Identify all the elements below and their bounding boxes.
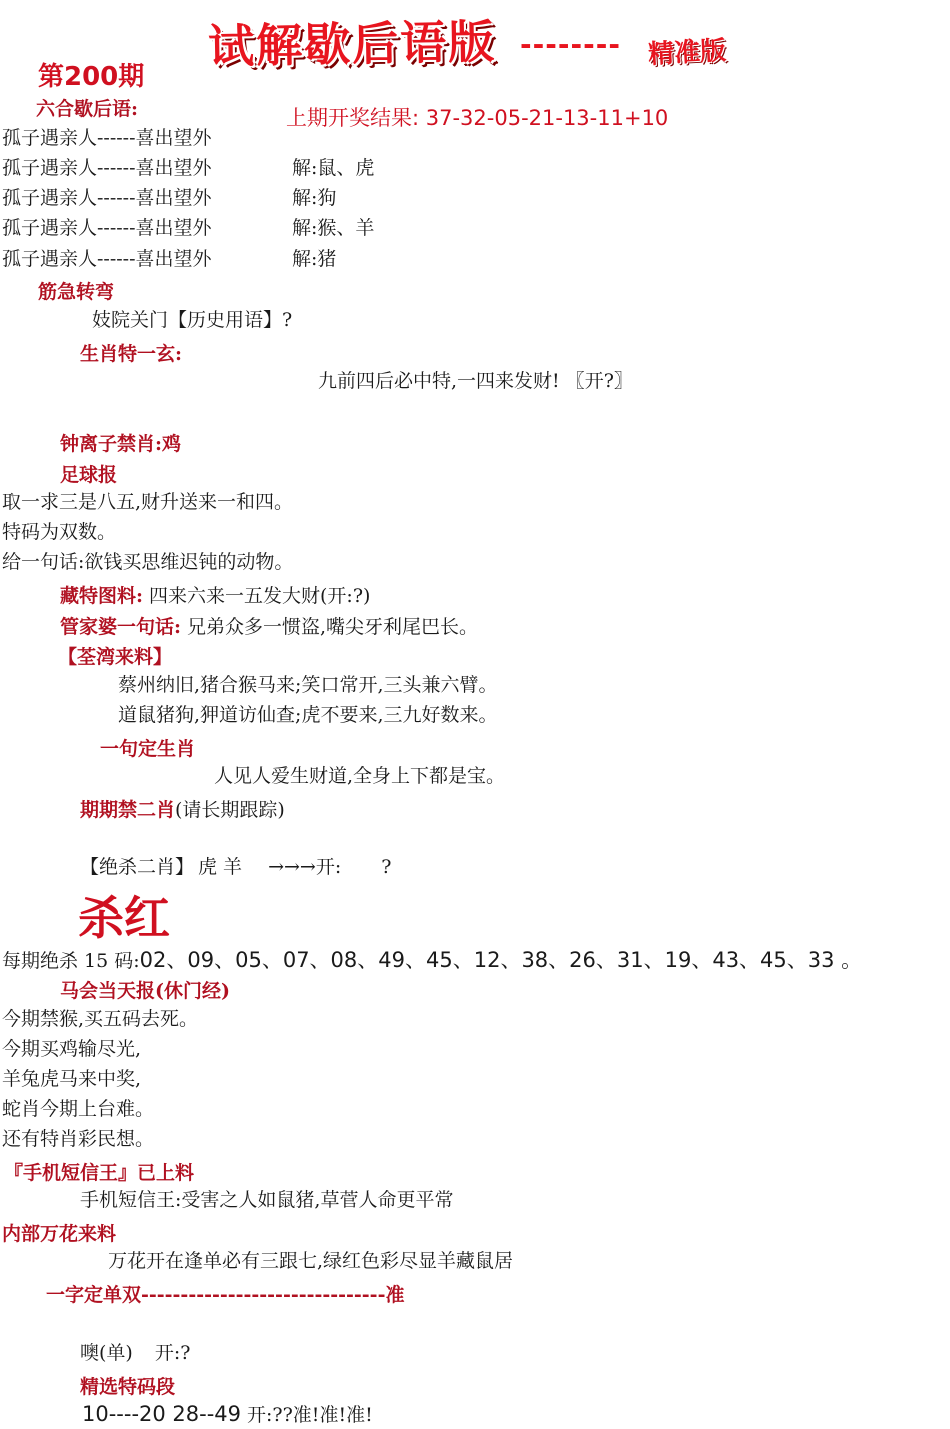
liuhe-heading: 六合歇后语:	[36, 98, 139, 120]
last-draw-result: 上期开奖结果: 37-32-05-21-13-11+10	[286, 106, 669, 130]
jue15-label: 每期绝杀 15 码:	[2, 950, 140, 972]
ao-text: 噢(单)	[80, 1342, 133, 1364]
cangte-label: 藏特图料:	[60, 585, 144, 607]
shahong-heading: 杀红	[78, 891, 170, 945]
jingxuan-row	[82, 1402, 373, 1427]
football-line: 特码为双数。	[2, 521, 117, 543]
liuhe-line: 孤子遇亲人------喜出望外	[2, 217, 212, 239]
liuhe-answer: 解:狗	[292, 187, 337, 209]
zhongli-heading: 钟离子禁肖:鸡	[60, 433, 182, 455]
shengxiao-heading: 生肖特一玄:	[80, 343, 183, 365]
mahui-line: 今期禁猴,买五码去死。	[2, 1008, 199, 1030]
quanwan-line: 道鼠猪狗,狎道访仙查;虎不要来,三九好数来。	[118, 704, 498, 726]
shengxiao-line: 九前四后必中特,一四来发财! 〖开?〗	[318, 370, 633, 392]
liuhe-line: 孤子遇亲人------喜出望外	[2, 127, 212, 149]
liuhe-line: 孤子遇亲人------喜出望外	[2, 157, 212, 179]
liuhe-line: 孤子遇亲人------喜出望外	[2, 187, 212, 209]
ao-open: 开:?	[154, 1342, 191, 1364]
cangte-text: 四来六来一五发大财(开:?)	[149, 585, 371, 607]
qiqi-row	[80, 795, 285, 822]
guanjia-label: 管家婆一句话:	[60, 616, 182, 638]
wanhua-heading: 内部万花来料	[2, 1223, 117, 1245]
football-heading: 足球报	[60, 464, 118, 486]
jueshan-animals: 虎 羊	[198, 856, 243, 878]
jueshan-answer: ?	[381, 856, 392, 878]
wanhua-line: 万花开在逢单必有三跟七,绿红色彩尽显羊藏鼠居	[108, 1250, 514, 1272]
qiqi-text: (请长期跟踪)	[175, 799, 285, 821]
jinji-heading: 筋急转弯	[38, 281, 115, 303]
yiju-heading: 一句定生肖	[100, 738, 196, 760]
quanwan-line: 蔡州纳旧,猪合猴马来;笑口常开,三头兼六臂。	[118, 674, 498, 696]
liuhe-answer: 解:猪	[292, 248, 337, 270]
football-line: 给一句话:欲钱买思维迟钝的动物。	[2, 551, 294, 573]
jingxuan-tail: 开:??准!准!准!	[247, 1404, 373, 1426]
liuhe-answer: 解:鼠、虎	[292, 157, 375, 179]
yizi-heading: 一字定单双-------------------------------准	[46, 1284, 405, 1306]
jue15-numbers: 02、09、05、07、08、49、45、12、38、26、31、19、43、45、33 。	[139, 948, 863, 972]
mahui-heading: 马会当天报(休门经)	[60, 980, 230, 1002]
title-dashes: --------	[520, 28, 621, 61]
jingxuan-range: 10----20 28--49	[82, 1402, 242, 1426]
jueshan-arrows: →→→开:	[268, 856, 342, 878]
mahui-line: 蛇肖今期上台难。	[2, 1098, 155, 1120]
mahui-line: 今期买鸡输尽光,	[2, 1038, 142, 1060]
quanwan-heading: 【荃湾来料】	[58, 646, 173, 668]
page-subtitle: 精准版	[647, 35, 727, 71]
qiqi-label: 期期禁二肖	[80, 799, 176, 821]
shouji-line: 手机短信王:受害之人如鼠猪,草菅人命更平常	[80, 1189, 454, 1211]
shouji-heading: 『手机短信王』已上料	[4, 1162, 195, 1184]
ao-row	[80, 1341, 190, 1365]
mahui-line: 还有特肖彩民想。	[2, 1128, 155, 1150]
issue-number: 第200期	[38, 62, 145, 92]
jinji-line: 妓院关门【历史用语】?	[92, 309, 293, 331]
jingxuan-heading: 精选特码段	[80, 1376, 176, 1398]
jueshan-label: 【绝杀二肖】	[80, 856, 195, 878]
guanjia-text: 兄弟众多一惯盗,嘴尖牙利尾巴长。	[187, 616, 479, 638]
page-title: 试解歇后语版	[207, 14, 497, 74]
cangte-row	[60, 581, 370, 608]
guanjia-row	[60, 612, 478, 639]
jueshan-row	[80, 855, 391, 879]
liuhe-line: 孤子遇亲人------喜出望外	[2, 248, 212, 270]
football-line: 取一求三是八五,财升送来一和四。	[2, 491, 294, 513]
liuhe-answer: 解:猴、羊	[292, 217, 375, 239]
mahui-line: 羊兔虎马来中奖,	[2, 1068, 142, 1090]
yiju-line: 人见人爱生财道,全身上下都是宝。	[214, 765, 506, 787]
jue15-row	[2, 944, 862, 974]
